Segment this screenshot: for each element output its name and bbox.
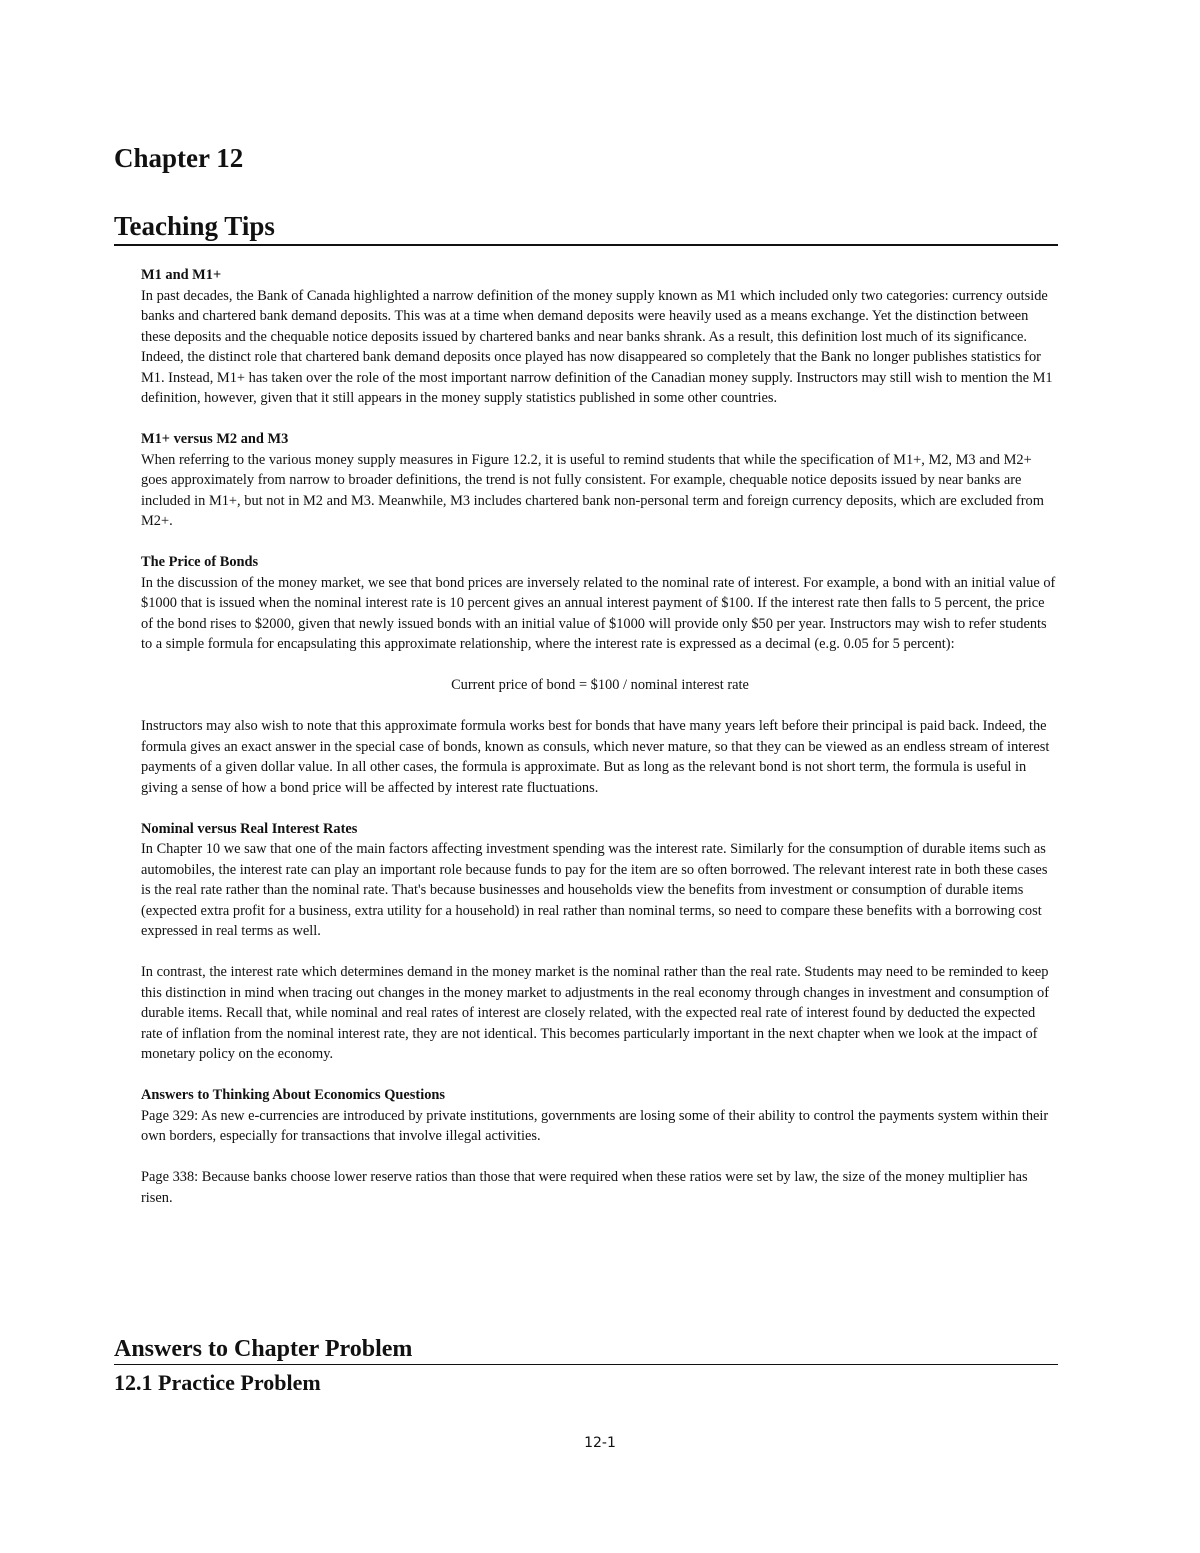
topic-heading: M1 and M1+ xyxy=(141,267,222,283)
section-title-answers: Answers to Chapter Problem xyxy=(114,1334,1058,1365)
paragraph: In contrast, the interest rate which determines demand in the money market is the nominal rather than the real rate. Students may need to be reminded to keep this distinction in mind when tracing out changes in the money market to adjustments in the real economy through changes in investment and consumption of durable items. Recall that, while nominal and real rates of interest are closely related, with the expected real rate of interest found by deducted the expected rate of inflation from the nominal interest rate, they are not identical. This becomes particularly important in the next chapter when we look at the impact of monetary policy on the economy. xyxy=(141,964,1050,1062)
paragraph: When referring to the various money supply measures in Figure 12.2, it is useful to remind students that while the specification of M1+, M2, M3 and M2+ goes approximately from narrow to broader definitions, the trend is not fully consistent. For example, chequable notice deposits issued by near banks are included in M1+, but not in M2 and M3. Meanwhile, M3 includes chartered bank non-personal term and foreign currency deposits, which are excluded from M2+. xyxy=(141,451,1044,529)
topic-bond-prices xyxy=(141,552,1059,798)
practice-problem-title: 12.1 Practice Problem xyxy=(114,1370,321,1395)
topic-heading: Nominal versus Real Interest Rates xyxy=(141,820,358,837)
page-number: 12-1 xyxy=(584,1435,616,1451)
topic-m2-m3 xyxy=(141,429,1059,532)
topic-interest-rates xyxy=(141,819,1059,1065)
paragraph: Instructors may also wish to note that this approximate formula works best for bonds that have many years left before their principal is paid back. Indeed, the formula gives an exact answer in the special case of bonds, known as consuls, which never mature, so that they can be viewed as an endless stream of interest payments of a given dollar value. In all other cases, the formula is approximate. But as long as the relevant bond is not short term, the formula is useful in giving a sense of how a bond price will be affected by interest rate fluctuations. xyxy=(141,718,1050,796)
paragraph: In past decades, the Bank of Canada highlighted a narrow definition of the money supply known as M1 which included only two categories: currency outside banks and chartered bank demand deposits. This was at a time when demand deposits were heavily used as a means exchange. Yet the distinction between these deposits and the chequable notice deposits issued by chartered banks and near banks shrank. As a result, this definition lost much of its significance. Indeed, the distinct role that chartered bank demand deposits once played has now disappeared so completely that the Bank no longer publishes statistics for M1. Instead, M1+ has taken over the role of the most important narrow definition of the Canadian money supply. Instructors may still wish to mention the M1 definition, however, given that it still appears in the money supply statistics published in some other countries. xyxy=(141,287,1053,406)
teaching-tips-content xyxy=(141,265,1059,1229)
topic-heading: M1+ versus M2 and M3 xyxy=(141,431,289,447)
topic-m1 xyxy=(141,265,1059,409)
bond-price-formula: Current price of bond = $100 / nominal interest rate xyxy=(451,677,749,693)
paragraph: Page 329: As new e-currencies are introduced by private institutions, governments are losing some of their ability to control the payments system within their own borders, especially for transactions that involve illegal activities. xyxy=(141,1107,1049,1144)
chapter-title: Chapter 12 xyxy=(114,143,244,173)
paragraph: Page 338: Because banks choose lower reserve ratios than those that were required when these ratios were set by law, the size of the money multiplier has risen. xyxy=(141,1169,1028,1206)
topic-heading: Answers to Thinking About Economics Questions xyxy=(141,1087,446,1103)
section-title-teaching-tips: Teaching Tips xyxy=(114,208,1058,246)
topic-thinking-questions xyxy=(141,1085,1059,1208)
topic-heading: The Price of Bonds xyxy=(141,554,259,570)
paragraph: In Chapter 10 we saw that one of the main factors affecting investment spending was the interest rate. Similarly for the consumption of durable items such as automobiles, the interest rate can play an important role because funds to pay for the item are so often borrowed. The relevant interest rate in both these cases is the real rate rather than the nominal rate. That's because businesses and households view the benefits from investment or consumption of durable items (expected extra profit for a business, extra utility for a household) in real rather than nominal terms, so need to compare these benefits with a borrowing cost expressed in real terms as well. xyxy=(141,841,1048,939)
paragraph: In the discussion of the money market, we see that bond prices are inversely related to the nominal rate of interest. For example, a bond with an initial value of $1000 that is issued when the nominal interest rate is 10 percent gives an annual interest payment of $100. If the interest rate then falls to 5 percent, the price of the bond rises to $2000, given that newly issued bonds with an initial value of $1000 will provide only $50 per year. Instructors may wish to refer students to a simple formula for encapsulating this approximate relationship, where the interest rate is expressed as a decimal (e.g. 0.05 for 5 percent): xyxy=(141,574,1056,652)
